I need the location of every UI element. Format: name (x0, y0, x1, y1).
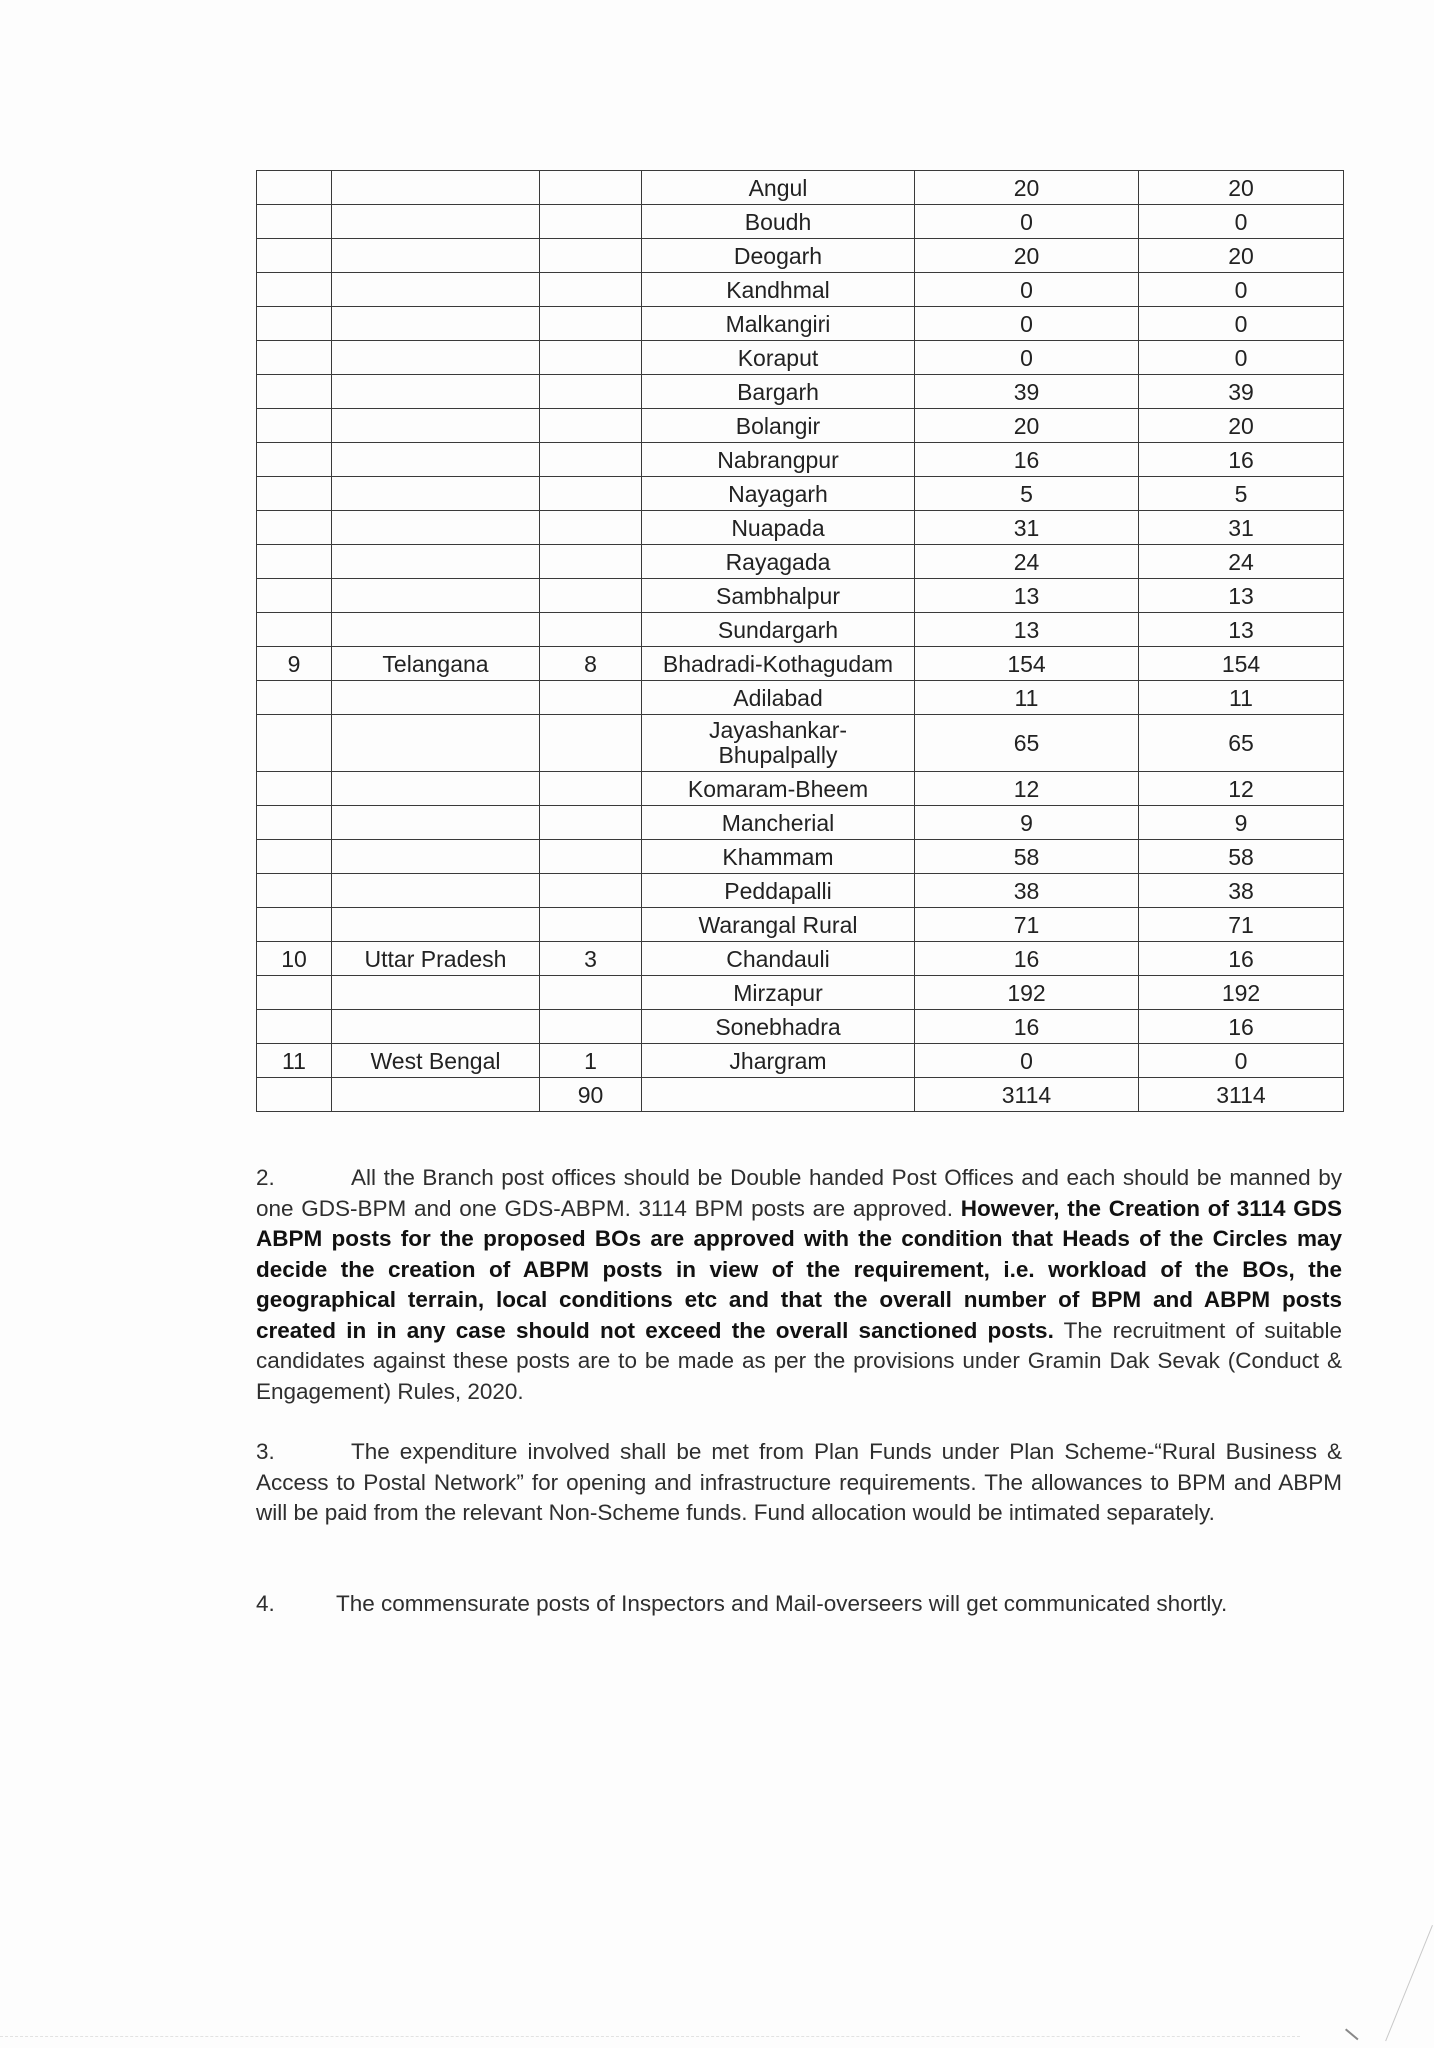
table-row (257, 874, 1344, 908)
scan-artifact-line (1385, 1925, 1433, 2041)
table-row (257, 239, 1344, 273)
bpm-posts-cell: 0 (915, 273, 1139, 307)
circle-name-cell (332, 715, 540, 772)
bpm-posts-cell: 3114 (915, 1078, 1139, 1112)
bpm-posts-cell: 31 (915, 511, 1139, 545)
serial-number-cell (257, 1010, 332, 1044)
table-row (257, 205, 1344, 239)
district-name-cell: Mirzapur (642, 976, 915, 1010)
serial-number-cell (257, 772, 332, 806)
table-row (257, 341, 1344, 375)
bpm-posts-cell: 5 (915, 477, 1139, 511)
district-count-cell (540, 874, 642, 908)
district-name-cell: Chandauli (642, 942, 915, 976)
circle-name-cell (332, 205, 540, 239)
paragraph-text: All the Branch post offices should be Double handed Post Offices and each should be manned by one GDS-BPM and one GDS-ABPM. 3114 BPM posts are approved. (256, 1165, 1342, 1221)
district-name-cell: Khammam (642, 840, 915, 874)
abpm-posts-cell: 5 (1139, 477, 1344, 511)
district-name-line: Bhupalpally (718, 742, 838, 768)
circle-name-cell (332, 239, 540, 273)
district-count-cell: 3 (540, 942, 642, 976)
district-count-cell (540, 375, 642, 409)
district-count-cell (540, 171, 642, 205)
scan-artifact-mark (1345, 2028, 1359, 2040)
district-name-cell (642, 1078, 915, 1112)
table-row (257, 1010, 1344, 1044)
abpm-posts-cell: 13 (1139, 579, 1344, 613)
bpm-posts-cell: 11 (915, 681, 1139, 715)
circle-name-cell (332, 1010, 540, 1044)
serial-number-cell (257, 806, 332, 840)
table-body (257, 171, 1344, 1112)
district-name-cell: Deogarh (642, 239, 915, 273)
scan-artifact-edge (0, 2036, 1300, 2037)
abpm-posts-cell: 20 (1139, 171, 1344, 205)
table-row (257, 715, 1344, 772)
district-name-cell: Nuapada (642, 511, 915, 545)
circle-name-cell (332, 806, 540, 840)
abpm-posts-cell: 13 (1139, 613, 1344, 647)
bpm-posts-cell: 192 (915, 976, 1139, 1010)
table-row (257, 942, 1344, 976)
serial-number-cell (257, 840, 332, 874)
branch-office-allocation-table (256, 170, 1344, 1112)
district-name-cell: Malkangiri (642, 307, 915, 341)
paragraph-4 (256, 1589, 1342, 1620)
district-name-cell: Jhargram (642, 1044, 915, 1078)
paragraph-text: The expenditure involved shall be met from Plan Funds under Plan Scheme-“Rural Business & Access to Postal Network” for opening and infrastructure requirements. The allowances to BPM and ABPM will be paid from the relevant Non-Scheme funds. Fund allocation would be intimated separately. (256, 1439, 1342, 1525)
abpm-posts-cell: 38 (1139, 874, 1344, 908)
serial-number-cell (257, 976, 332, 1010)
serial-number-cell (257, 545, 332, 579)
table-row (257, 171, 1344, 205)
abpm-posts-cell: 192 (1139, 976, 1344, 1010)
serial-number-cell (257, 171, 332, 205)
district-name-cell: Sambhalpur (642, 579, 915, 613)
serial-number-cell (257, 307, 332, 341)
serial-number-cell (257, 579, 332, 613)
bpm-posts-cell: 16 (915, 942, 1139, 976)
serial-number-cell (257, 681, 332, 715)
district-name-cell: Peddapalli (642, 874, 915, 908)
serial-number-cell (257, 239, 332, 273)
bpm-posts-cell: 20 (915, 171, 1139, 205)
district-count-cell (540, 477, 642, 511)
district-name-cell: Kandhmal (642, 273, 915, 307)
district-count-cell (540, 772, 642, 806)
abpm-posts-cell: 11 (1139, 681, 1344, 715)
bpm-posts-cell: 0 (915, 205, 1139, 239)
abpm-posts-cell: 154 (1139, 647, 1344, 681)
district-count-cell (540, 341, 642, 375)
district-name-line: Jayashankar- (708, 717, 848, 743)
paragraph-text: The commensurate posts of Inspectors and Mail-overseers will get communicated shortly. (336, 1591, 1228, 1616)
abpm-posts-cell: 0 (1139, 1044, 1344, 1078)
bpm-posts-cell: 20 (915, 409, 1139, 443)
abpm-posts-cell: 71 (1139, 908, 1344, 942)
district-name-cell: Bargarh (642, 375, 915, 409)
circle-name-cell (332, 511, 540, 545)
abpm-posts-cell: 16 (1139, 1010, 1344, 1044)
abpm-posts-cell: 12 (1139, 772, 1344, 806)
table-row (257, 307, 1344, 341)
district-count-cell (540, 908, 642, 942)
bpm-posts-cell: 38 (915, 874, 1139, 908)
bpm-posts-cell: 0 (915, 1044, 1139, 1078)
table-row (257, 772, 1344, 806)
district-count-cell (540, 715, 642, 772)
circle-name-cell (332, 874, 540, 908)
abpm-posts-cell: 9 (1139, 806, 1344, 840)
district-name-cell: Koraput (642, 341, 915, 375)
bpm-posts-cell: 12 (915, 772, 1139, 806)
circle-name-cell (332, 307, 540, 341)
district-count-cell (540, 613, 642, 647)
circle-name-cell: West Bengal (332, 1044, 540, 1078)
abpm-posts-cell: 0 (1139, 307, 1344, 341)
district-count-cell (540, 840, 642, 874)
bpm-posts-cell: 16 (915, 443, 1139, 477)
district-count-cell (540, 239, 642, 273)
district-count-cell (540, 511, 642, 545)
serial-number-cell (257, 1078, 332, 1112)
table-row (257, 613, 1344, 647)
bpm-posts-cell: 13 (915, 613, 1139, 647)
serial-number-cell (257, 409, 332, 443)
serial-number-cell (257, 511, 332, 545)
table-row (257, 806, 1344, 840)
table-row (257, 545, 1344, 579)
abpm-posts-cell: 0 (1139, 341, 1344, 375)
abpm-posts-cell: 58 (1139, 840, 1344, 874)
circle-name-cell (332, 976, 540, 1010)
bpm-posts-cell: 39 (915, 375, 1139, 409)
table-row (257, 647, 1344, 681)
circle-name-cell (332, 579, 540, 613)
bpm-posts-cell: 20 (915, 239, 1139, 273)
abpm-posts-cell: 0 (1139, 273, 1344, 307)
circle-name-cell (332, 908, 540, 942)
district-count-cell (540, 806, 642, 840)
district-name-cell: Angul (642, 171, 915, 205)
circle-name-cell (332, 375, 540, 409)
paragraph-number: 4. (256, 1591, 275, 1616)
circle-name-cell (332, 681, 540, 715)
bpm-posts-cell: 71 (915, 908, 1139, 942)
district-name-cell: Rayagada (642, 545, 915, 579)
table-row (257, 908, 1344, 942)
bpm-posts-cell: 0 (915, 307, 1139, 341)
serial-number-cell (257, 908, 332, 942)
district-name-cell: Bhadradi-Kothagudam (642, 647, 915, 681)
bpm-posts-cell: 24 (915, 545, 1139, 579)
bpm-posts-cell: 9 (915, 806, 1139, 840)
table-row (257, 477, 1344, 511)
serial-number-cell (257, 613, 332, 647)
bpm-posts-cell: 65 (915, 715, 1139, 772)
abpm-posts-cell: 65 (1139, 715, 1344, 772)
district-count-cell: 8 (540, 647, 642, 681)
district-count-cell (540, 205, 642, 239)
table-row (257, 681, 1344, 715)
district-count-cell (540, 443, 642, 477)
district-count-cell: 90 (540, 1078, 642, 1112)
circle-name-cell (332, 772, 540, 806)
circle-name-cell (332, 341, 540, 375)
abpm-posts-cell: 24 (1139, 545, 1344, 579)
district-name-cell: Mancherial (642, 806, 915, 840)
paragraph-number: 2. (256, 1165, 275, 1190)
paragraph-text: The recruitment of suitable candidates against these posts are to be made as per the provisions under Gramin Dak Sevak (Conduct & Engagement) Rules, 2020. (256, 1317, 1342, 1404)
district-count-cell (540, 545, 642, 579)
circle-name-cell (332, 1078, 540, 1112)
serial-number-cell (257, 273, 332, 307)
bpm-posts-cell: 154 (915, 647, 1139, 681)
paragraph-bold-text: However, the Creation of 3114 GDS ABPM posts for the proposed BOs are approved with the condition that Heads of the Circles may decide the creation of ABPM posts in view of the requirement, i.e. workload of the BOs, the geographical terrain, local conditions etc and that the overall number of BPM and ABPM posts created in in any case should not exceed the overall sanctioned posts. (256, 1195, 1342, 1343)
district-name-cell: Nayagarh (642, 477, 915, 511)
table-row (257, 976, 1344, 1010)
table-row (257, 840, 1344, 874)
bpm-posts-cell: 13 (915, 579, 1139, 613)
paragraph-3 (256, 1437, 1342, 1529)
district-count-cell (540, 976, 642, 1010)
table-row (257, 1078, 1344, 1112)
district-count-cell (540, 681, 642, 715)
district-count-cell (540, 579, 642, 613)
bpm-posts-cell: 58 (915, 840, 1139, 874)
district-name-cell: Bolangir (642, 409, 915, 443)
district-name-cell: Adilabad (642, 681, 915, 715)
abpm-posts-cell: 31 (1139, 511, 1344, 545)
circle-name-cell (332, 477, 540, 511)
district-name-cell: Komaram-Bheem (642, 772, 915, 806)
serial-number-cell: 11 (257, 1044, 332, 1078)
table-row (257, 579, 1344, 613)
serial-number-cell (257, 205, 332, 239)
circle-name-cell (332, 171, 540, 205)
district-name-cell (642, 715, 915, 772)
serial-number-cell: 10 (257, 942, 332, 976)
circle-name-cell (332, 613, 540, 647)
table-row (257, 443, 1344, 477)
circle-name-cell (332, 443, 540, 477)
table-row (257, 511, 1344, 545)
serial-number-cell (257, 715, 332, 772)
abpm-posts-cell: 20 (1139, 239, 1344, 273)
paragraph-number: 3. (256, 1439, 275, 1464)
table-row (257, 1044, 1344, 1078)
district-count-cell (540, 1010, 642, 1044)
abpm-posts-cell: 3114 (1139, 1078, 1344, 1112)
serial-number-cell (257, 874, 332, 908)
district-name-cell: Sundargarh (642, 613, 915, 647)
circle-name-cell (332, 840, 540, 874)
bpm-posts-cell: 16 (915, 1010, 1139, 1044)
circle-name-cell (332, 545, 540, 579)
bpm-posts-cell: 0 (915, 341, 1139, 375)
district-name-cell: Sonebhadra (642, 1010, 915, 1044)
district-count-cell: 1 (540, 1044, 642, 1078)
circle-name-cell (332, 409, 540, 443)
district-count-cell (540, 307, 642, 341)
serial-number-cell: 9 (257, 647, 332, 681)
district-count-cell (540, 409, 642, 443)
abpm-posts-cell: 16 (1139, 443, 1344, 477)
district-count-cell (540, 273, 642, 307)
abpm-posts-cell: 0 (1139, 205, 1344, 239)
district-name-cell: Boudh (642, 205, 915, 239)
circle-name-cell: Telangana (332, 647, 540, 681)
district-name-cell: Warangal Rural (642, 908, 915, 942)
paragraph-2 (256, 1163, 1342, 1407)
abpm-posts-cell: 20 (1139, 409, 1344, 443)
table-row (257, 273, 1344, 307)
table-row (257, 375, 1344, 409)
serial-number-cell (257, 477, 332, 511)
circle-name-cell: Uttar Pradesh (332, 942, 540, 976)
circle-name-cell (332, 273, 540, 307)
serial-number-cell (257, 443, 332, 477)
abpm-posts-cell: 16 (1139, 942, 1344, 976)
district-name-cell: Nabrangpur (642, 443, 915, 477)
serial-number-cell (257, 375, 332, 409)
abpm-posts-cell: 39 (1139, 375, 1344, 409)
table-row (257, 409, 1344, 443)
serial-number-cell (257, 341, 332, 375)
